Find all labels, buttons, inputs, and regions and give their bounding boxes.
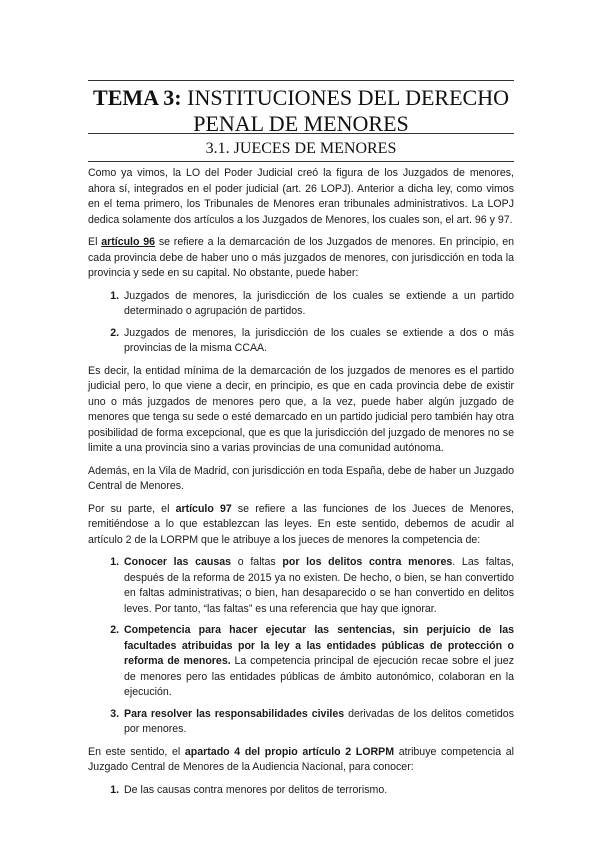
numbered-list (88, 783, 514, 799)
text-run: En este sentido, el (88, 745, 185, 758)
bold-text: Competencia para hacer ejecutar las sentencias, sin perjuicio de las facultades atribuidas por la ley a las entidades públicas de protección o reforma de menores. (124, 624, 514, 667)
text-run: . Las faltas, después de la reforma de 2015 ya no existen. De hecho, o bien, se han convertido en faltas administrativas; o bien, han desaparecido o se han convertido en delitos leves. Por tanto, “las faltas” es una referencia que hay que ignorar. (124, 556, 514, 615)
text-run: atribuye competencia al Juzgado Central de Menores de la Audiencia Nacional, para conocer: (88, 745, 514, 773)
paragraph: Es decir, la entidad mínima de la demarcación de los juzgados de menores es el partido judicial pero, lo que viene a decir, en principio, es que en cada provincia debe de existir uno o más juzgados de menores pero que, a la vez, puede haber algún juzgado de menores que tenga su sede o esté demarcado en un partido judicial pero también hay otra posibilidad de forma excepcional, que es que la jurisdicción del juzgado de menores no se limite a una provincia sino a varias provincias de una comunidad autónoma. (88, 364, 514, 454)
section-heading: 3.1. JUECES DE MENORES (88, 139, 514, 162)
title-divider (88, 133, 514, 134)
document-body (88, 166, 514, 805)
article-reference: apartado 4 del propio artículo 2 LORPM (184, 745, 395, 758)
paragraph (88, 745, 514, 776)
list-item: 1. De las causas contra menores por delitos de terrorismo. (122, 783, 514, 799)
bold-text: Conocer las causas (124, 556, 232, 568)
article-reference: artículo 97 (175, 502, 232, 515)
text-run: derivadas de los delitos cometidos por menores. (124, 707, 514, 735)
paragraph (88, 502, 514, 549)
chapter-title (88, 80, 514, 137)
chapter-title-line1: INSTITUCIONES DEL DERECHO (187, 85, 509, 110)
list-item (122, 707, 514, 738)
bold-text: Para resolver las responsabilidades civiles (124, 707, 345, 720)
list-item (122, 623, 514, 701)
bold-text: por los delitos contra menores (282, 556, 453, 568)
list-item (122, 555, 514, 617)
numbered-list (88, 555, 514, 738)
article-reference: artículo 96 (101, 236, 156, 248)
text-run: Por su parte, el (88, 502, 176, 515)
text-run: El (88, 236, 102, 248)
text-run: se refiere a la demarcación de los Juzgados de menores. En principio, en cada provincia debe de haber uno o más juzgados de menores, con jurisdicción en toda la provincia y sede en su capital. No obstante, puede haber: (88, 236, 514, 279)
text-run: se refiere a las funciones de los Jueces de Menores, remitiéndose a lo que establezcan las leyes. En este sentido, debemos de acudir al artículo 2 de la LORPM que le atribuye a los jueces de menores la competencia de: (88, 502, 514, 546)
paragraph: Además, en la Vila de Madrid, con jurisdicción en toda España, debe de haber un Juzgado Central de Menores. (88, 464, 514, 492)
list-item: 1. Juzgados de menores, la jurisdicción de los cuales se extiende a un partido determinado o agrupación de partidos. (122, 289, 514, 320)
chapter-title-line2: PENAL DE MENORES (193, 111, 409, 136)
chapter-number: TEMA 3: (93, 85, 182, 110)
text-run: La competencia principal de ejecución recae sobre el juez de menores pero las entidades públicas de ámbito autonómico, colaboran en la ejecución. (124, 655, 514, 698)
text-run: o faltas (231, 556, 283, 568)
paragraph: Como ya vimos, la LO del Poder Judicial creó la figura de los Juzgados de menores, ahora sí, integrados en el poder judicial (art. 26 LOPJ). Anterior a dicha ley, como vimos en el tema primero, los Tribunales de Menores eran tribunales administrativos. La LOPJ dedica solamente dos artículos a los Juzgados de Menores, los cuales son, el art. 96 y 97. (88, 167, 514, 226)
paragraph (88, 235, 514, 282)
numbered-list (88, 289, 514, 357)
list-item: 2. Juzgados de menores, la jurisdicción de los cuales se extiende a dos o más provincias de la misma CCAA. (122, 326, 514, 357)
